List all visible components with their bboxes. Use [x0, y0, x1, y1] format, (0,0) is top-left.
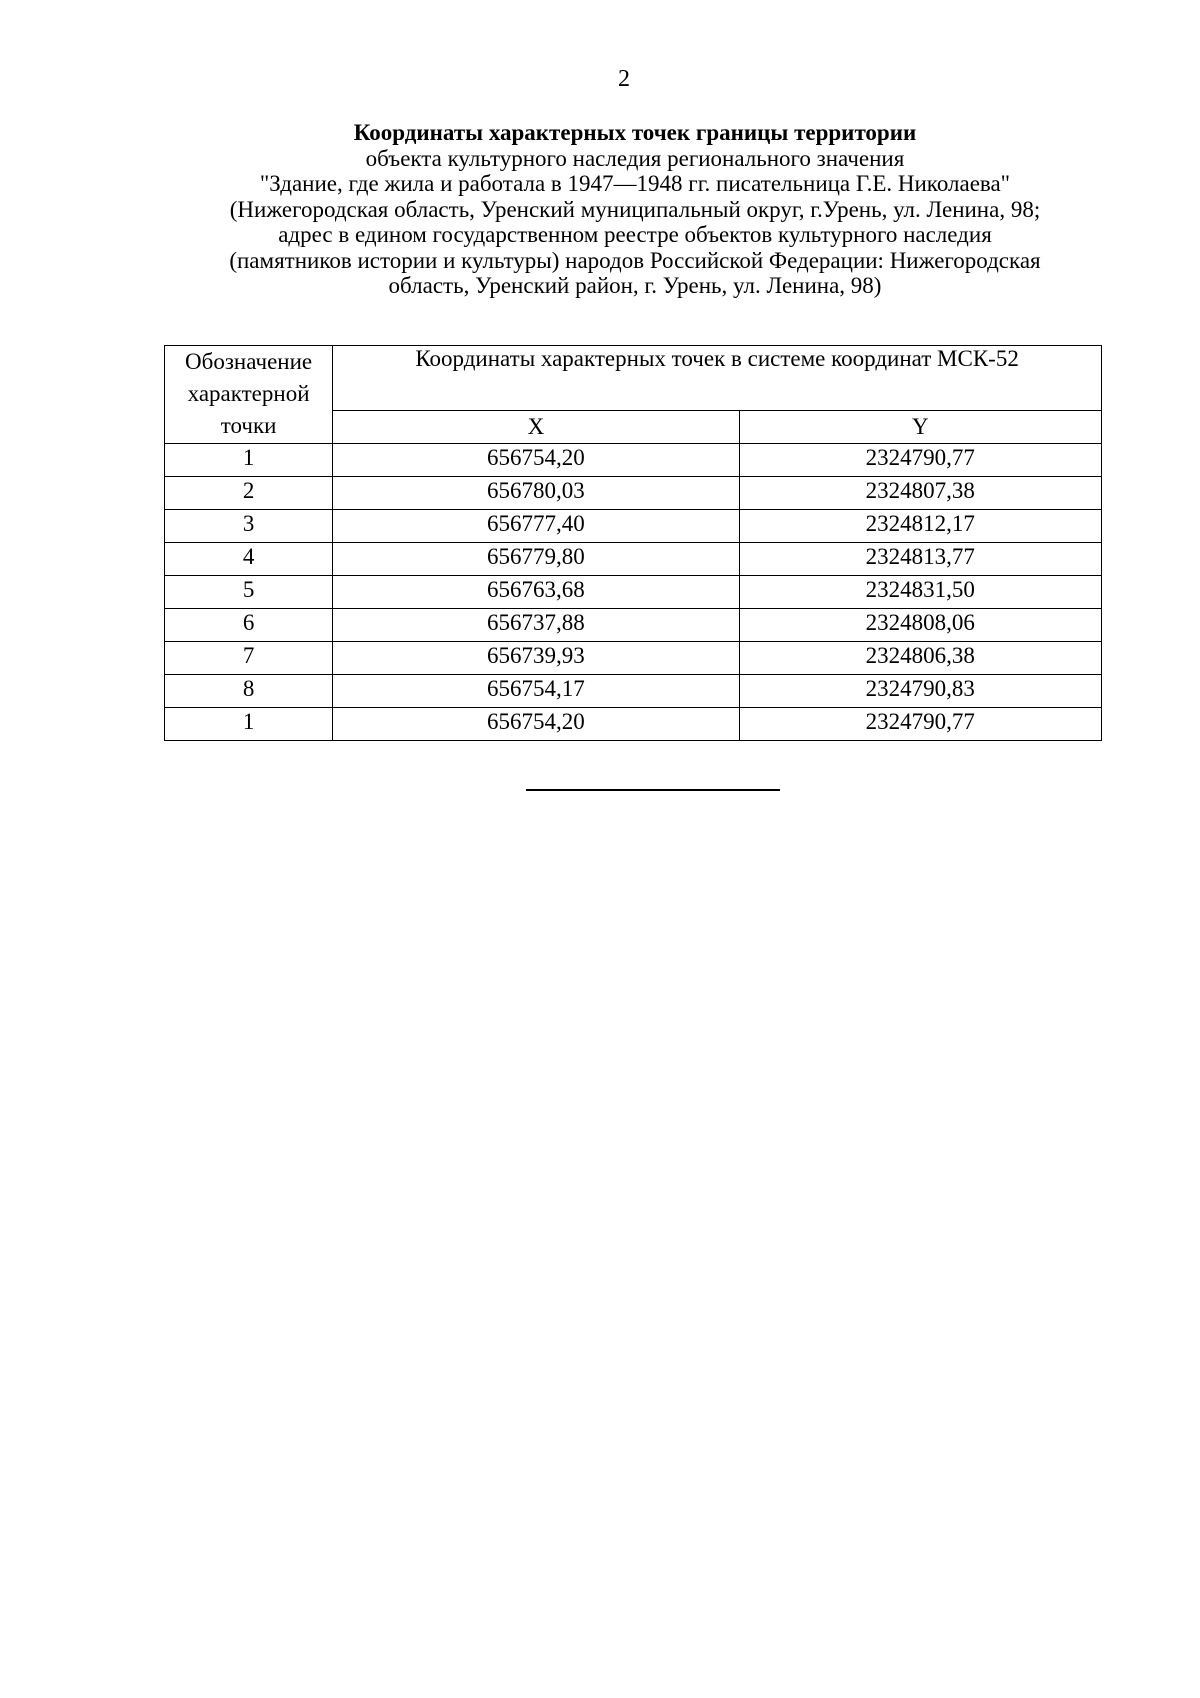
- heading-line: "Здание, где жила и работала в 1947—1948 гг. писательница Г.Е. Николаева": [259, 171, 1011, 196]
- heading-line: (памятников истории и культуры) народов Российской Федерации: Нижегородская: [229, 247, 1041, 273]
- point-header-line: точки: [220, 413, 277, 438]
- coordinates-table: [164, 345, 1102, 741]
- point-cell: 1: [165, 708, 333, 741]
- point-cell: 7: [165, 642, 333, 675]
- point-cell: 6: [165, 609, 333, 642]
- y-cell: 2324807,38: [739, 477, 1101, 510]
- x-cell: 656739,93: [333, 642, 739, 675]
- y-column-header: Y: [739, 411, 1101, 444]
- table-row: [165, 543, 1102, 576]
- table-row: [165, 675, 1102, 708]
- x-cell: 656780,03: [333, 477, 739, 510]
- heading-line: область, Уренский район, г. Урень, ул. Ленина, 98): [388, 273, 882, 298]
- table-row: [165, 642, 1102, 675]
- point-header-line: характерной: [187, 381, 310, 406]
- x-cell: 656754,20: [333, 444, 739, 477]
- point-cell: 5: [165, 576, 333, 609]
- x-cell: 656754,20: [333, 708, 739, 741]
- y-cell: 2324808,06: [739, 609, 1101, 642]
- y-cell: 2324790,83: [739, 675, 1101, 708]
- x-cell: 656754,17: [333, 675, 739, 708]
- y-cell: 2324813,77: [739, 543, 1101, 576]
- point-cell: 3: [165, 510, 333, 543]
- table-row: [165, 609, 1102, 642]
- heading-line: (Нижегородская область, Уренский муниципальный округ, г.Урень, ул. Ленина, 98;: [229, 196, 1041, 222]
- table-row: [165, 477, 1102, 510]
- closing-rule-divider: [526, 789, 780, 791]
- point-header-line: Обозначение: [185, 349, 313, 374]
- y-cell: 2324790,77: [739, 708, 1101, 741]
- x-cell: 656779,80: [333, 543, 739, 576]
- heading-line: объекта культурного наследия регионального значения: [365, 145, 905, 171]
- point-cell: 8: [165, 675, 333, 708]
- y-cell: 2324806,38: [739, 642, 1101, 675]
- table-row: [165, 444, 1102, 477]
- x-cell: 656777,40: [333, 510, 739, 543]
- coordinate-system-header: Координаты характерных точек в системе координат МСК-52: [333, 346, 1102, 411]
- document-title: Координаты характерных точек границы территории: [353, 120, 917, 145]
- point-cell: 1: [165, 444, 333, 477]
- table-row: [165, 708, 1102, 741]
- x-cell: 656737,88: [333, 609, 739, 642]
- point-cell: 2: [165, 477, 333, 510]
- y-cell: 2324831,50: [739, 576, 1101, 609]
- page-number: 2: [618, 66, 630, 92]
- point-designation-header: [165, 346, 333, 444]
- table-row: [165, 510, 1102, 543]
- x-column-header: X: [333, 411, 739, 444]
- point-cell: 4: [165, 543, 333, 576]
- x-cell: 656763,68: [333, 576, 739, 609]
- heading-line: адрес в едином государственном реестре объектов культурного наследия: [278, 222, 992, 247]
- y-cell: 2324790,77: [739, 444, 1101, 477]
- document-heading: [140, 120, 1130, 299]
- table-row: [165, 576, 1102, 609]
- y-cell: 2324812,17: [739, 510, 1101, 543]
